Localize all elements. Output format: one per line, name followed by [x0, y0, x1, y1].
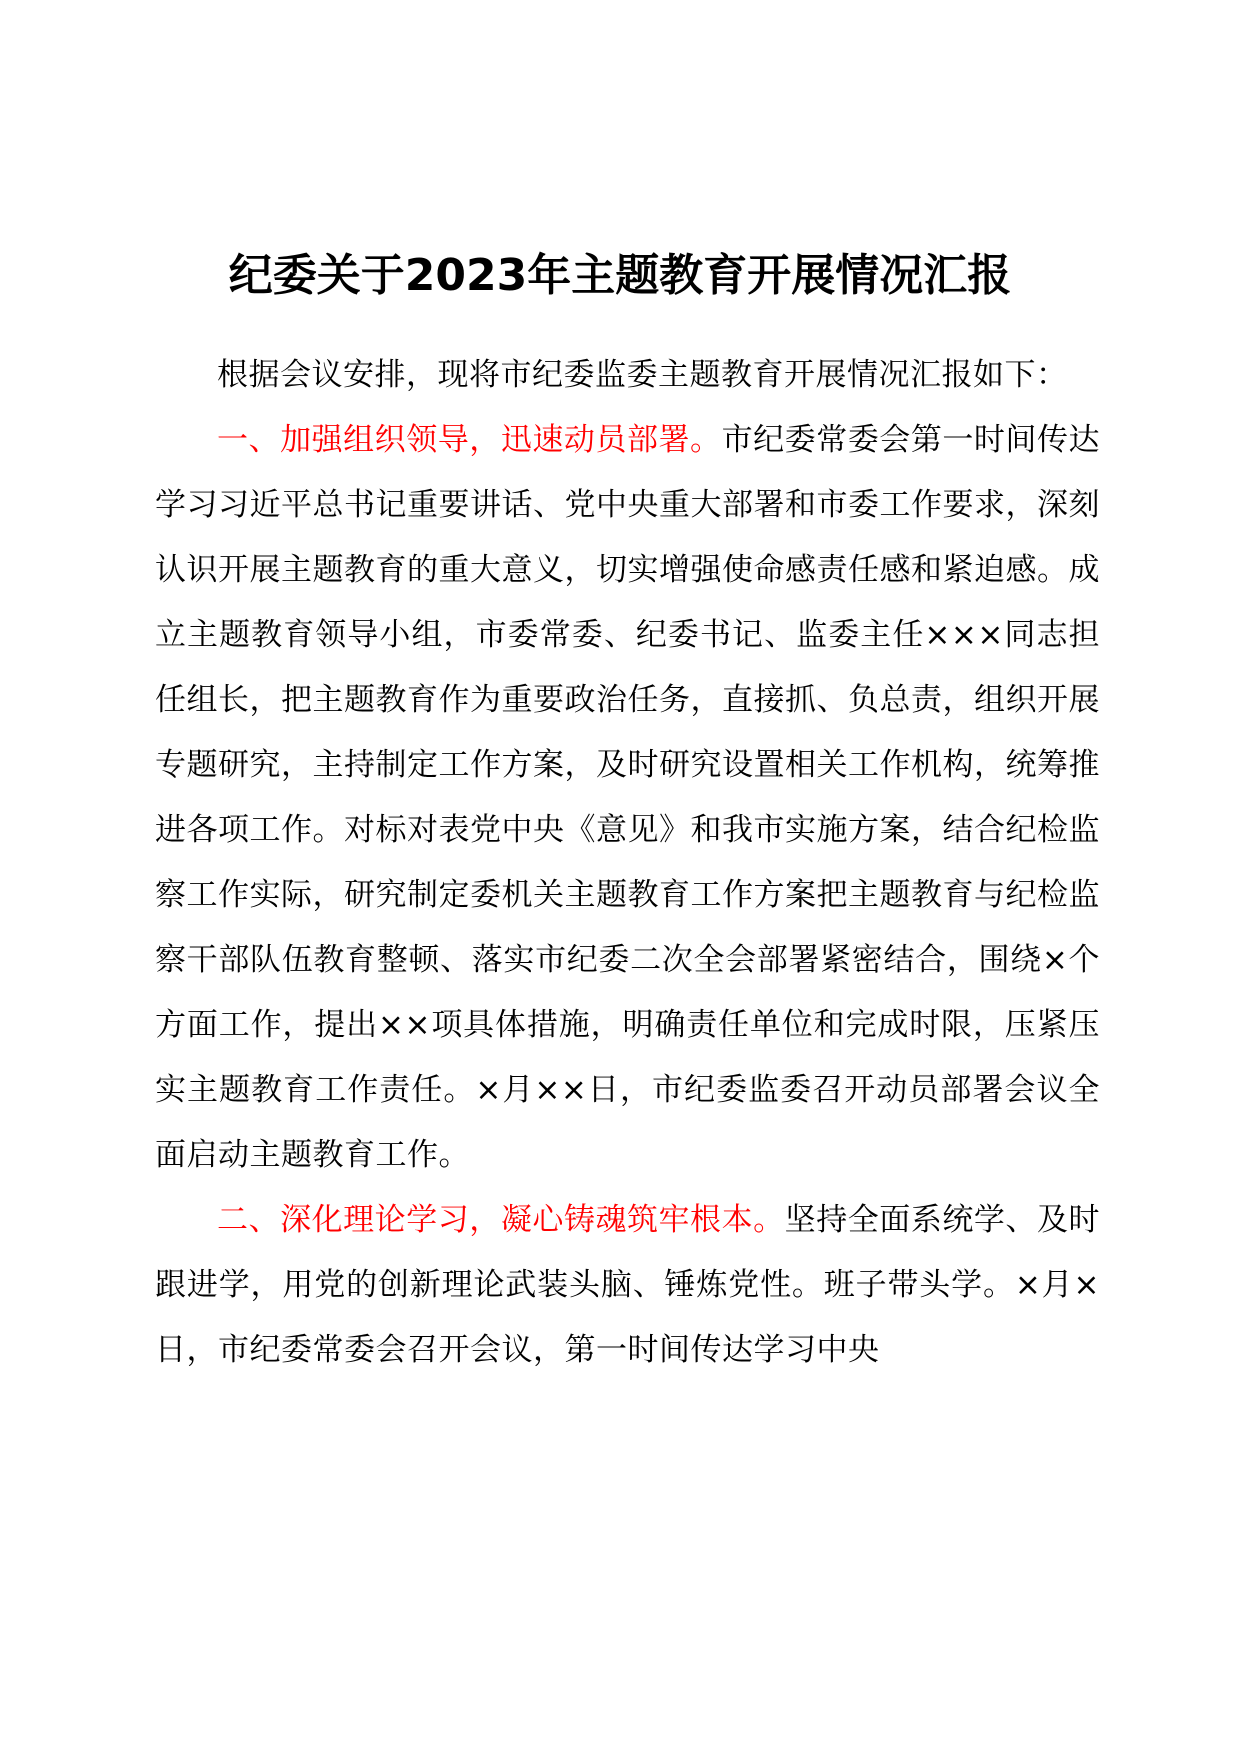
- section-paragraph-1: [155, 408, 1100, 1188]
- intro-paragraph: 根据会议安排，现将市纪委监委主题教育开展情况汇报如下：: [217, 357, 1068, 393]
- section-text-1: 市纪委常委会第一时间传达学习习近平总书记重要讲话、党中央重大部署和市委工作要求，深刻认识开展主题教育的重大意义，切实增强使命感责任感和紧迫感。成立主题教育领导小组，市委常委、纪委书记、监委主任×××同志担任组长，把主题教育作为重要政治任务，直接抓、负总责，组织开展专题研究，主持制定工作方案，及时研究设置相关工作机构，统筹推进各项工作。对标对表党中央《意见》和我市实施方案，结合纪检监察工作实际，研究制定委机关主题教育工作方案把主题教育与纪检监察干部队伍教育整顿、落实市纪委二次全会部署紧密结合，围绕×个方面工作，提出××项具体措施，明确责任单位和完成时限，压紧压实主题教育工作责任。×月××日，市纪委监委召开动员部署会议全面启动主题教育工作。: [155, 422, 1100, 1173]
- section-paragraph-2: [155, 1188, 1100, 1383]
- section-heading-2: 二、深化理论学习，凝心铸魂筑牢根本。: [217, 1202, 785, 1238]
- document-title: 纪委关于2023年主题教育开展情况汇报: [228, 250, 1012, 301]
- section-heading-1: 一、加强组织领导，迅速动员部署。: [217, 422, 722, 458]
- document-body: [155, 343, 1100, 1383]
- section-text-2: 坚持全面系统学、及时跟进学，用党的创新理论武装头脑、锤炼党性。班子带头学。×月×日，市纪委常委会召开会议，第一时间传达学习中央: [155, 1202, 1101, 1368]
